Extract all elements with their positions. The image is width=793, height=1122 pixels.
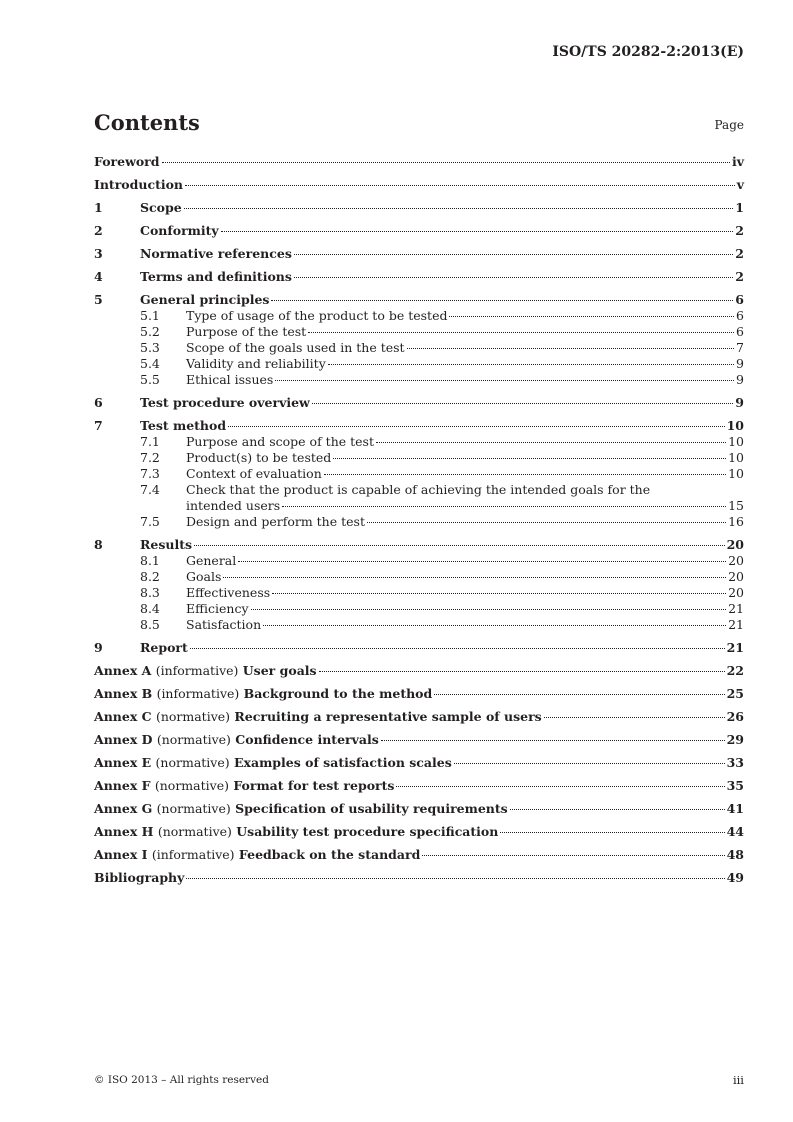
contents-heading: Contents	[94, 110, 200, 135]
annex-kind: (informative)	[151, 847, 235, 862]
toc-entry-title	[94, 663, 317, 679]
dot-leader	[184, 208, 734, 209]
toc-subentry-title: Effectiveness	[186, 585, 271, 600]
dot-leader	[396, 786, 724, 787]
toc-entry-title: Normative references	[140, 246, 292, 261]
toc-entry[interactable]	[94, 778, 744, 794]
toc-subentry-number: 5.1	[140, 308, 160, 323]
toc-entry[interactable]	[94, 755, 744, 771]
toc-page-number: 33	[726, 755, 744, 770]
toc-page-number: 16	[728, 514, 744, 529]
toc-subentry-number: 7.4	[140, 482, 160, 497]
toc-entry-title	[94, 778, 394, 794]
toc-page-number: 20	[728, 569, 744, 584]
toc-page-number: 6	[736, 308, 744, 323]
dot-leader	[251, 609, 727, 610]
dot-leader	[263, 625, 726, 626]
dot-leader	[294, 277, 733, 278]
toc-entry-title	[94, 709, 542, 725]
toc-page-number: 9	[735, 395, 744, 410]
toc-page-number: 15	[728, 498, 744, 513]
annex-kind: (normative)	[155, 755, 230, 770]
toc-page-number: 7	[736, 340, 744, 355]
toc-entry[interactable]	[94, 709, 744, 725]
toc-subentry-number: 5.5	[140, 372, 160, 387]
dot-leader	[162, 162, 730, 163]
annex-kind: (normative)	[156, 801, 231, 816]
toc-entry-title	[94, 847, 420, 863]
toc-subentry-title: Type of usage of the product to be tested	[186, 308, 448, 323]
toc-subentry-number: 5.3	[140, 340, 160, 355]
toc-entry-title	[94, 801, 508, 817]
toc-entry-number: 8	[94, 537, 103, 552]
toc-page-number: 25	[726, 686, 744, 701]
toc-entry-number: 7	[94, 418, 103, 433]
annex-label: Annex B	[94, 686, 153, 701]
toc-page-number: 9	[736, 372, 744, 387]
toc-page-number: 21	[726, 640, 744, 655]
toc-entry-title	[94, 824, 498, 840]
toc-subentry-number: 7.3	[140, 466, 160, 481]
toc-subentry[interactable]	[94, 466, 744, 482]
annex-title: Examples of satisfaction scales	[233, 755, 452, 770]
toc-page-number: 2	[735, 246, 744, 261]
toc-page-number: 35	[726, 778, 744, 793]
toc-subentry-number: 5.2	[140, 324, 160, 339]
dot-leader	[367, 522, 726, 523]
toc-page-number: 21	[728, 601, 744, 616]
toc-page-number: 22	[726, 663, 744, 678]
annex-label: Annex E	[94, 755, 152, 770]
annex-title: Background to the method	[243, 686, 433, 701]
toc-entry-number: 1	[94, 200, 103, 215]
copyright-notice: © ISO 2013 – All rights reserved	[94, 1074, 269, 1086]
toc-entry[interactable]	[94, 870, 744, 886]
toc-page-number: 49	[726, 870, 744, 885]
toc-entry-title: Conformity	[140, 223, 219, 238]
toc-entry[interactable]	[94, 269, 744, 285]
toc-subentry-title: Scope of the goals used in the test	[186, 340, 405, 355]
annex-title: Feedback on the standard	[238, 847, 421, 862]
dot-leader	[500, 832, 724, 833]
toc-entry[interactable]	[94, 223, 744, 239]
dot-leader	[454, 763, 725, 764]
dot-leader	[228, 426, 724, 427]
annex-label: Annex I	[94, 847, 148, 862]
toc-entry-title: Foreword	[94, 154, 160, 169]
page-column-label: Page	[714, 118, 744, 132]
toc-subentry[interactable]	[94, 340, 744, 356]
toc-entry[interactable]	[94, 537, 744, 553]
toc-entry-number: 4	[94, 269, 103, 284]
toc-entry-title: Report	[140, 640, 188, 655]
toc-entry[interactable]	[94, 640, 744, 656]
toc-entry[interactable]	[94, 177, 744, 193]
annex-kind: (informative)	[156, 686, 240, 701]
annex-title: Confidence intervals	[235, 732, 379, 747]
toc-entry[interactable]	[94, 246, 744, 262]
annex-label: Annex A	[94, 663, 152, 678]
toc-entry-title: Scope	[140, 200, 182, 215]
toc-subentry[interactable]	[94, 514, 744, 530]
toc-entry-title: Bibliography	[94, 870, 185, 885]
toc-page-number: 9	[736, 356, 744, 371]
dot-leader	[275, 380, 734, 381]
annex-kind: (normative)	[156, 732, 231, 747]
dot-leader	[449, 316, 734, 317]
toc-entry-number: 5	[94, 292, 103, 307]
toc-subentry-number: 7.1	[140, 434, 160, 449]
toc-entry-title	[94, 686, 432, 702]
toc-page-number: 10	[728, 434, 744, 449]
toc-subentry-number: 7.5	[140, 514, 160, 529]
toc-subentry[interactable]	[94, 617, 744, 633]
dot-leader	[381, 740, 725, 741]
toc-page-number: 10	[728, 466, 744, 481]
toc-entry[interactable]	[94, 686, 744, 702]
toc-entry-title: Results	[140, 537, 193, 552]
toc-subentry[interactable]	[94, 553, 744, 569]
toc-entry[interactable]	[94, 200, 744, 216]
toc-subentry-title: Design and perform the test	[186, 514, 365, 529]
toc-page-number: 48	[726, 847, 744, 862]
toc-subentry-title: Product(s) to be tested	[186, 450, 332, 465]
toc-subentry-title: Satisfaction	[186, 617, 262, 632]
toc-page-number: 10	[728, 450, 744, 465]
toc-entry[interactable]	[94, 395, 744, 411]
toc-page-number: 1	[735, 200, 744, 215]
toc-page-number: 21	[728, 617, 744, 632]
toc-subentry-title: General	[186, 553, 237, 568]
toc-entry-title	[94, 755, 452, 771]
annex-kind: (normative)	[154, 778, 229, 793]
page-number: iii	[732, 1073, 744, 1087]
dot-leader	[328, 364, 734, 365]
toc-page-number: 6	[735, 292, 744, 307]
dot-leader	[422, 855, 724, 856]
dot-leader	[434, 694, 724, 695]
dot-leader	[312, 403, 734, 404]
toc-entry[interactable]	[94, 801, 744, 817]
document-id: ISO/TS 20282-2:2013(E)	[552, 44, 744, 60]
toc-subentry[interactable]	[94, 324, 744, 340]
toc-subentry-title: Purpose and scope of the test	[186, 434, 374, 449]
toc-subentry-title: Ethical issues	[186, 372, 274, 387]
toc-entry-title: Terms and definitions	[140, 269, 292, 284]
toc-page-number: 41	[726, 801, 744, 816]
annex-title: Recruiting a representative sample of users	[234, 709, 542, 724]
annex-title: Specification of usability requirements	[235, 801, 508, 816]
toc-subentry[interactable]	[94, 569, 744, 585]
toc-subentry[interactable]	[94, 482, 744, 498]
toc-entry-title: Test procedure overview	[140, 395, 310, 410]
toc-subentry[interactable]	[94, 308, 744, 324]
toc-entry-number: 2	[94, 223, 103, 238]
toc-page-number: 2	[735, 223, 744, 238]
toc-subentry-title-cont: intended users	[186, 498, 281, 513]
annex-label: Annex H	[94, 824, 154, 839]
toc-entry[interactable]	[94, 847, 744, 863]
toc-entry[interactable]	[94, 824, 744, 840]
toc-page-number: 26	[726, 709, 744, 724]
dot-leader	[510, 809, 725, 810]
annex-title: User goals	[242, 663, 317, 678]
toc-entry-title	[94, 732, 379, 748]
toc-page-number: 20	[728, 585, 744, 600]
toc-subentry[interactable]	[94, 601, 744, 617]
dot-leader	[376, 442, 726, 443]
toc-subentry-number: 8.1	[140, 553, 160, 568]
dot-leader	[271, 300, 733, 301]
annex-kind: (informative)	[155, 663, 239, 678]
toc-page-number: 20	[728, 553, 744, 568]
toc-page-number: v	[736, 177, 744, 192]
dot-leader	[238, 561, 726, 562]
toc-subentry-number: 8.2	[140, 569, 160, 584]
dot-leader	[294, 254, 733, 255]
toc-subentry-number: 8.4	[140, 601, 160, 616]
toc-subentry-title: Validity and reliability	[186, 356, 326, 371]
annex-label: Annex G	[94, 801, 153, 816]
dot-leader	[282, 506, 726, 507]
toc-subentry-number: 5.4	[140, 356, 160, 371]
dot-leader	[407, 348, 734, 349]
toc-subentry-number: 8.3	[140, 585, 160, 600]
toc-page-number: 44	[726, 824, 744, 839]
dot-leader	[186, 878, 724, 879]
dot-leader	[185, 185, 735, 186]
annex-kind: (normative)	[157, 824, 232, 839]
toc-subentry-title: Goals	[186, 569, 222, 584]
annex-label: Annex D	[94, 732, 153, 747]
dot-leader	[190, 648, 725, 649]
toc-subentry-title: Context of evaluation	[186, 466, 322, 481]
annex-label: Annex F	[94, 778, 151, 793]
toc-subentry[interactable]	[94, 585, 744, 601]
toc-entry-title: Introduction	[94, 177, 184, 192]
dot-leader	[272, 593, 726, 594]
toc-subentry-number: 8.5	[140, 617, 160, 632]
annex-label: Annex C	[94, 709, 152, 724]
annex-title: Format for test reports	[233, 778, 395, 793]
dot-leader	[333, 458, 726, 459]
toc-subentry-number: 7.2	[140, 450, 160, 465]
toc-subentry[interactable]	[94, 372, 744, 388]
dot-leader	[223, 577, 726, 578]
toc-entry[interactable]	[94, 663, 744, 679]
dot-leader	[544, 717, 725, 718]
toc-subentry-title: Efficiency	[186, 601, 249, 616]
toc-subentry-title: Purpose of the test	[186, 324, 307, 339]
toc-subentry-title: Check that the product is capable of achieving the intended goals for the	[186, 482, 651, 497]
toc-entry[interactable]	[94, 732, 744, 748]
toc-page-number: 20	[726, 537, 744, 552]
toc-subentry[interactable]	[94, 434, 744, 450]
toc-page-number: 10	[726, 418, 744, 433]
toc-subentry[interactable]	[94, 356, 744, 372]
toc-entry-number: 9	[94, 640, 103, 655]
dot-leader	[194, 545, 725, 546]
dot-leader	[308, 332, 734, 333]
toc-subentry-continued[interactable]	[94, 498, 744, 514]
dot-leader	[324, 474, 726, 475]
dot-leader	[221, 231, 734, 232]
toc-entry-title: Test method	[140, 418, 227, 433]
annex-kind: (normative)	[155, 709, 231, 724]
toc-entry[interactable]	[94, 292, 744, 308]
toc-page-number: 29	[726, 732, 744, 747]
dot-leader	[319, 671, 725, 672]
toc-page-number: 6	[736, 324, 744, 339]
toc-entry-number: 3	[94, 246, 103, 261]
toc-page-number: iv	[731, 154, 744, 169]
toc-page-number: 2	[735, 269, 744, 284]
toc-subentry[interactable]	[94, 450, 744, 466]
toc-entry[interactable]	[94, 418, 744, 434]
toc-entry[interactable]	[94, 154, 744, 170]
table-of-contents	[94, 154, 744, 886]
annex-title: Usability test procedure specification	[236, 824, 499, 839]
toc-entry-title: General principles	[140, 292, 270, 307]
toc-entry-number: 6	[94, 395, 103, 410]
